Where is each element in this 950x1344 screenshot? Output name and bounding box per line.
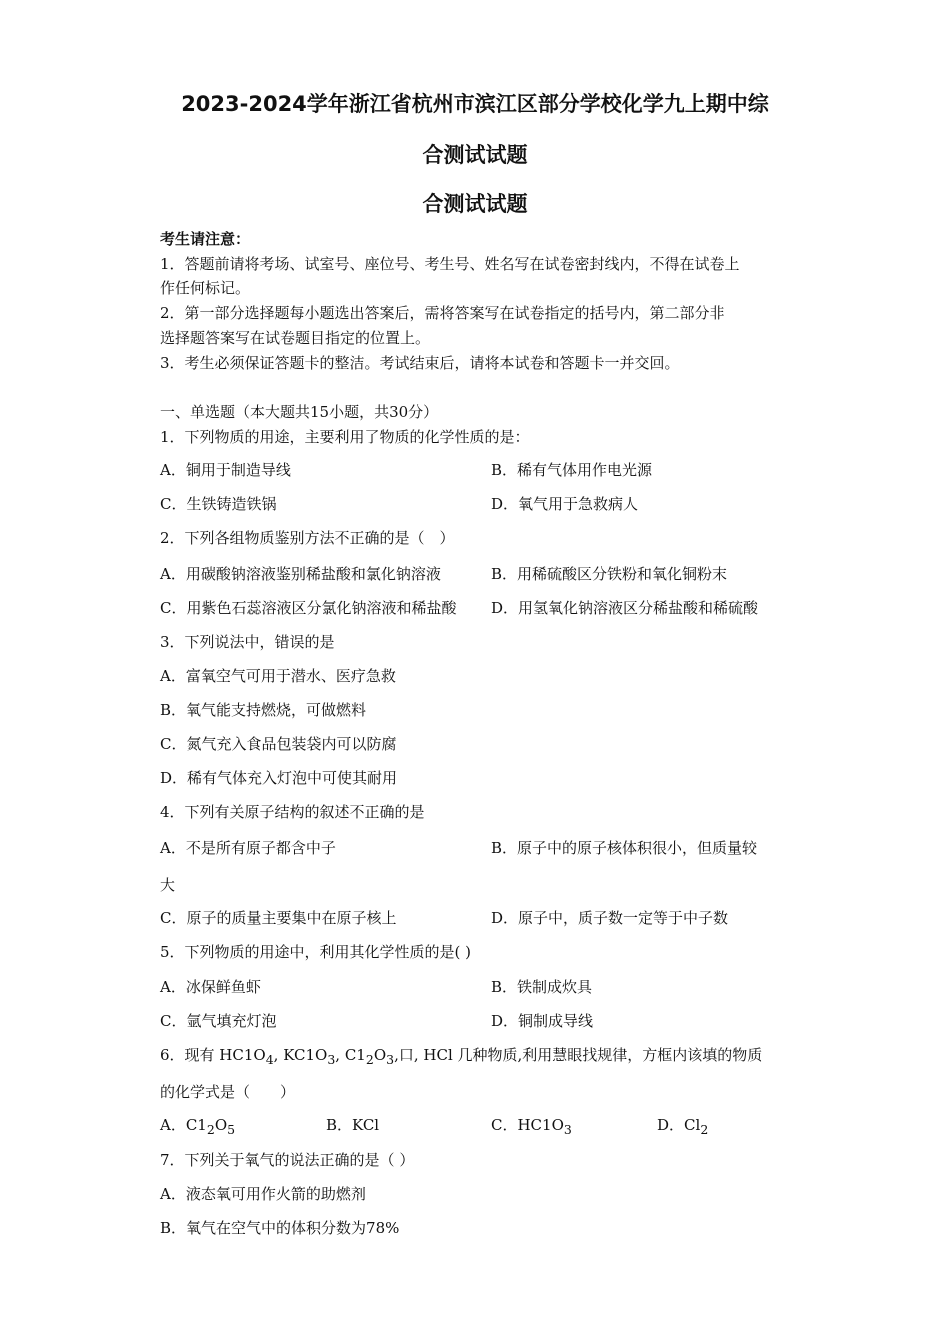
question-4-option-c: C．原子的质量主要集中在原子核上 [160, 909, 397, 927]
section-heading: 一、单选题（本大题共15小题，共30分） [160, 403, 439, 421]
question-3-option-d: D．稀有气体充入灯泡中可使其耐用 [160, 769, 398, 787]
question-5-stem: 5．下列物质的用途中，利用其化学性质的是( ) [160, 943, 472, 961]
question-1-option-d: D．氧气用于急救病人 [491, 495, 639, 513]
question-7-stem: 7．下列关于氧气的说法正确的是（ ） [160, 1151, 415, 1169]
question-2-stem: 2．下列各组物质鉴别方法不正确的是（ ） [160, 529, 455, 547]
question-5-option-a: A．冰保鲜鱼虾 [160, 978, 261, 996]
page-title: 2023-2024学年浙江省杭州市滨江区部分学校化学九上期中综 [181, 92, 769, 116]
question-6-stem: 6．现有 $HC1O_4$, $KC1O_3$, $C1_2O_3$,口, HCl 几种物质,利用慧眼找规律，方框内该填的物质 [160, 1046, 763, 1067]
notice-item-3: 3．考生必须保证答题卡的整洁。考试结束后，请将本试卷和答题卡一并交回。 [160, 354, 680, 372]
question-4-option-b-cont: 大 [160, 876, 176, 894]
question-2-option-d: D．用氢氧化钠溶液区分稀盐酸和稀硫酸 [491, 599, 759, 617]
notice-heading: 考生请注意： [160, 230, 251, 248]
question-1-option-c: C．生铁铸造铁锅 [160, 495, 277, 513]
question-4-stem: 4．下列有关原子结构的叙述不正确的是 [160, 803, 425, 821]
notice-item-1-cont: 作任何标记。 [160, 279, 251, 297]
question-5-option-d: D．铜制成导线 [491, 1012, 594, 1030]
question-1-option-a: A．铜用于制造导线 [160, 461, 291, 479]
question-2-option-b: B．用稀硫酸区分铁粉和氧化铜粉末 [491, 565, 728, 583]
question-5-option-c: C．氩气填充灯泡 [160, 1012, 277, 1030]
notice-item-2: 2．第一部分选择题每小题选出答案后，需将答案写在试卷指定的括号内，第二部分非 [160, 304, 725, 322]
question-6-option-a: A．$C1_2O_5$ [160, 1116, 236, 1137]
question-3-option-a: A．富氧空气可用于潜水、医疗急救 [160, 667, 396, 685]
question-4-option-b: B．原子中的原子核体积很小，但质量较 [491, 839, 758, 857]
question-6-option-b: B．KCl [326, 1116, 380, 1134]
question-6-stem-cont: 的化学式是（ ） [160, 1083, 296, 1101]
question-3-stem: 3．下列说法中，错误的是 [160, 633, 335, 651]
page-title-continued: 合测试试题 [422, 143, 528, 167]
question-7-option-a: A．液态氧可用作火箭的助燃剂 [160, 1185, 366, 1203]
question-3-option-b: B．氧气能支持燃烧，可做燃料 [160, 701, 367, 719]
question-4-option-d: D．原子中，质子数一定等于中子数 [491, 909, 729, 927]
question-7-option-b: B．氧气在空气中的体积分数为78% [160, 1219, 400, 1237]
notice-item-2-cont: 选择题答案写在试卷题目指定的位置上。 [160, 329, 431, 347]
question-2-option-a: A．用碳酸钠溶液鉴别稀盐酸和氯化钠溶液 [160, 565, 441, 583]
notice-item-1: 1．答题前请将考场、试室号、座位号、考生号、姓名写在试卷密封线内，不得在试卷上 [160, 255, 740, 273]
question-5-option-b: B．铁制成炊具 [491, 978, 593, 996]
question-6-option-c: C．$HC1O_3$ [491, 1116, 572, 1137]
question-4-option-a: A．不是所有原子都含中子 [160, 839, 336, 857]
page-subtitle: 合测试试题 [422, 192, 528, 216]
question-3-option-c: C．氮气充入食品包装袋内可以防腐 [160, 735, 397, 753]
question-1-option-b: B．稀有气体用作电光源 [491, 461, 653, 479]
question-1-stem: 1．下列物质的用途，主要利用了物质的化学性质的是： [160, 428, 530, 446]
question-6-option-d: D．$Cl_2$ [657, 1116, 709, 1137]
question-2-option-c: C．用紫色石蕊溶液区分氯化钠溶液和稀盐酸 [160, 599, 457, 617]
